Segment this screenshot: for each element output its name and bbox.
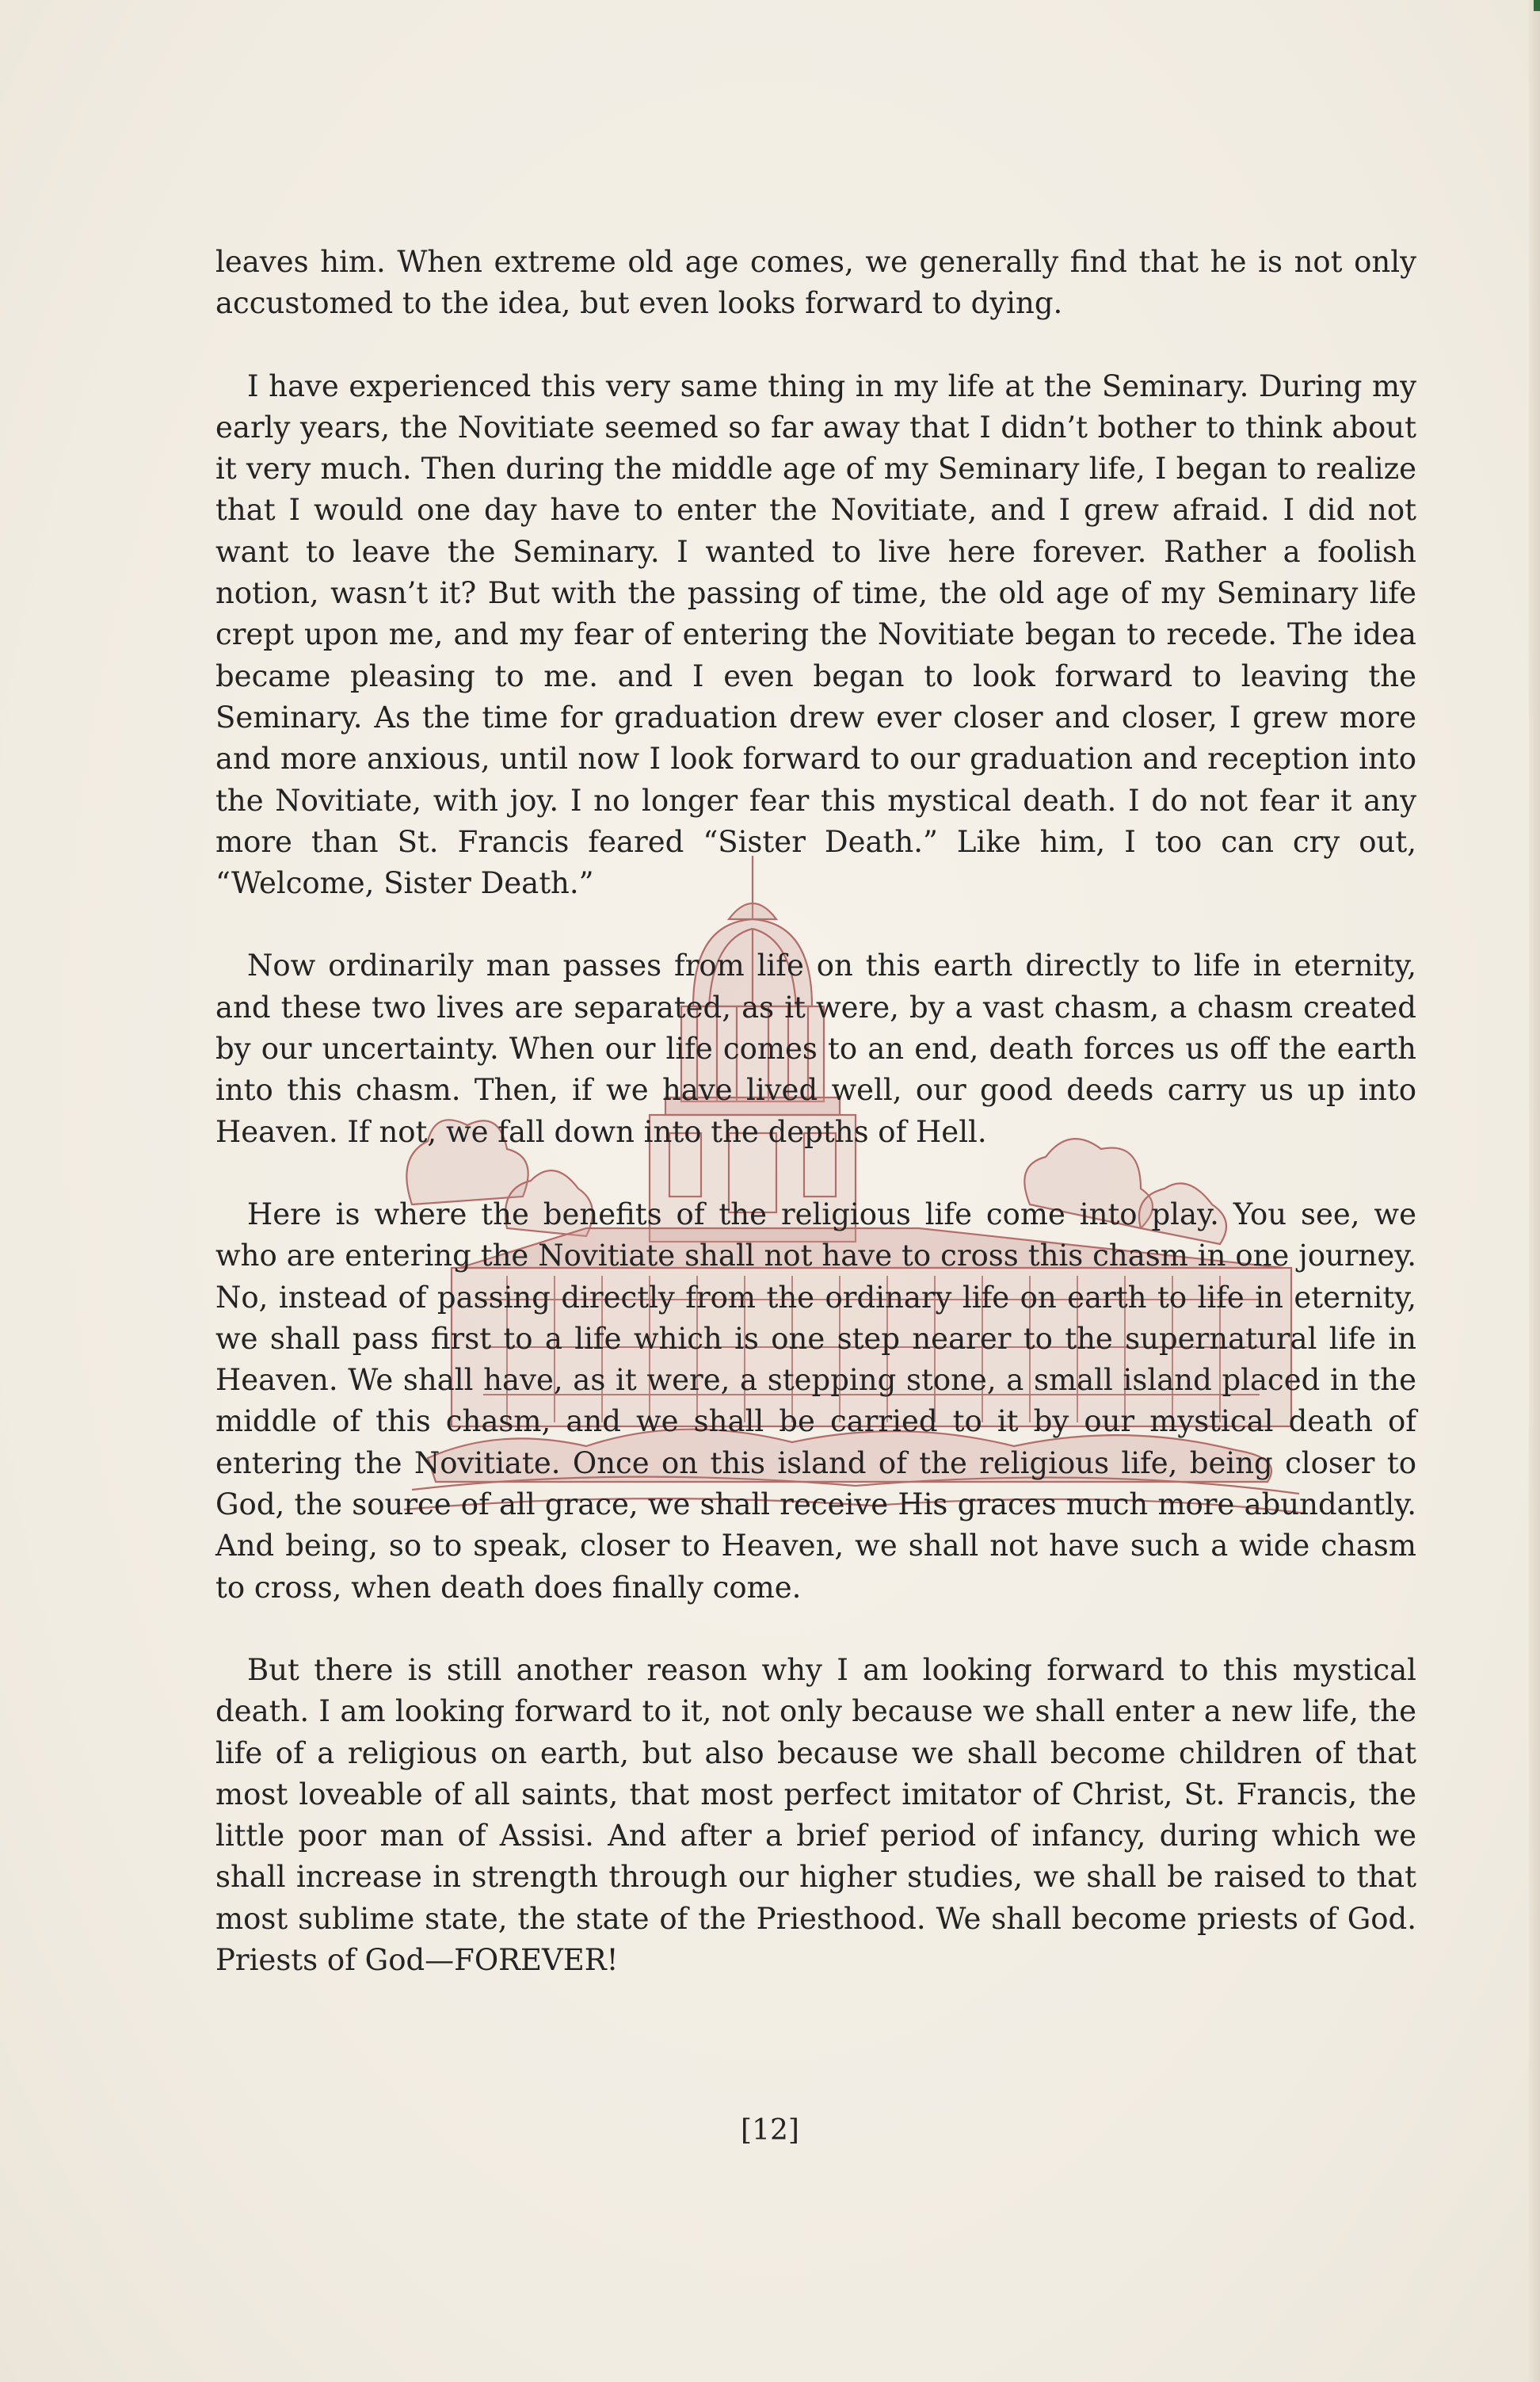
corner-color-mark bbox=[1534, 0, 1540, 11]
paragraph-3: Now ordinarily man passes from life on this earth directly to life in eternity, and these two lives are separated, as it were, by a vast chasm, a chasm created by our uncertainty. When our life comes to an end, death forces us off the earth into this chasm. Then, if we have lived well, our good deeds carry us up into Heaven. If not, we fall down into the depths of Hell. bbox=[215, 949, 1416, 1149]
page-edge-shadow bbox=[1529, 0, 1540, 2382]
body-text bbox=[215, 242, 1416, 2022]
paragraph-1: leaves him. When extreme old age comes, we generally find that he is not only accustomed to the idea, but even looks forward to dying. bbox=[215, 245, 1416, 321]
paragraph-4: Here is where the benefits of the religious life come into play. You see, we who are entering the Novitiate shall not have to cross this chasm in one journey. No, instead of passing directly from the ordinary life on earth to life in eternity, we shall pass first to a life which is one step nearer to the supernatural life in Heaven. We shall have, as it were, a stepping stone, a small island placed in the middle of this chasm, and we shall be carried to it by our mystical death of entering the Novitiate. Once on this island of the religious life, being closer to God, the source of all grace, we shall receive His graces much more abundantly. And being, so to speak, closer to Heaven, we shall not have such a wide chasm to cross, when death does finally come. bbox=[215, 1197, 1416, 1605]
page-number: [12] bbox=[741, 2114, 799, 2147]
paragraph-5: But there is still another reason why I am looking forward to this mystical death. I am looking forward to it, not only because we shall enter a new life, the life of a religious on earth, but also because we shall become children of that most loveable of all saints, that most perfect imitator of Christ, St. Francis, the little poor man of Assisi. And after a brief period of infancy, during which we shall increase in strength through our higher studies, we shall be raised to that most sublime state, the state of the Priesthood. We shall become priests of God. Priests of God—FOREVER! bbox=[215, 1652, 1416, 1977]
paragraph-2: I have experienced this very same thing in my life at the Seminary. During my early years, the Novitiate seemed so far away that I didn’t bother to think about it very much. Then during the middle age of my Seminary life, I began to realize that I would one day have to enter the Novitiate, and I grew afraid. I did not want to leave the Seminary. I wanted to live here forever. Rather a foolish notion, wasn’t it? But with the passing of time, the old age of my Seminary life crept upon me, and my fear of entering the Novitiate began to recede. The idea became pleasing to me. and I even began to look forward to leaving the Seminary. As the time for graduation drew ever closer and closer, I grew more and more anxious, until now I look forward to our graduation and reception into the Novitiate, with joy. I no longer fear this mystical death. I do not fear it any more than St. Francis feared “Sister Death.” Like him, I too can cry out, “Welcome, Sister Death.” bbox=[215, 368, 1416, 901]
